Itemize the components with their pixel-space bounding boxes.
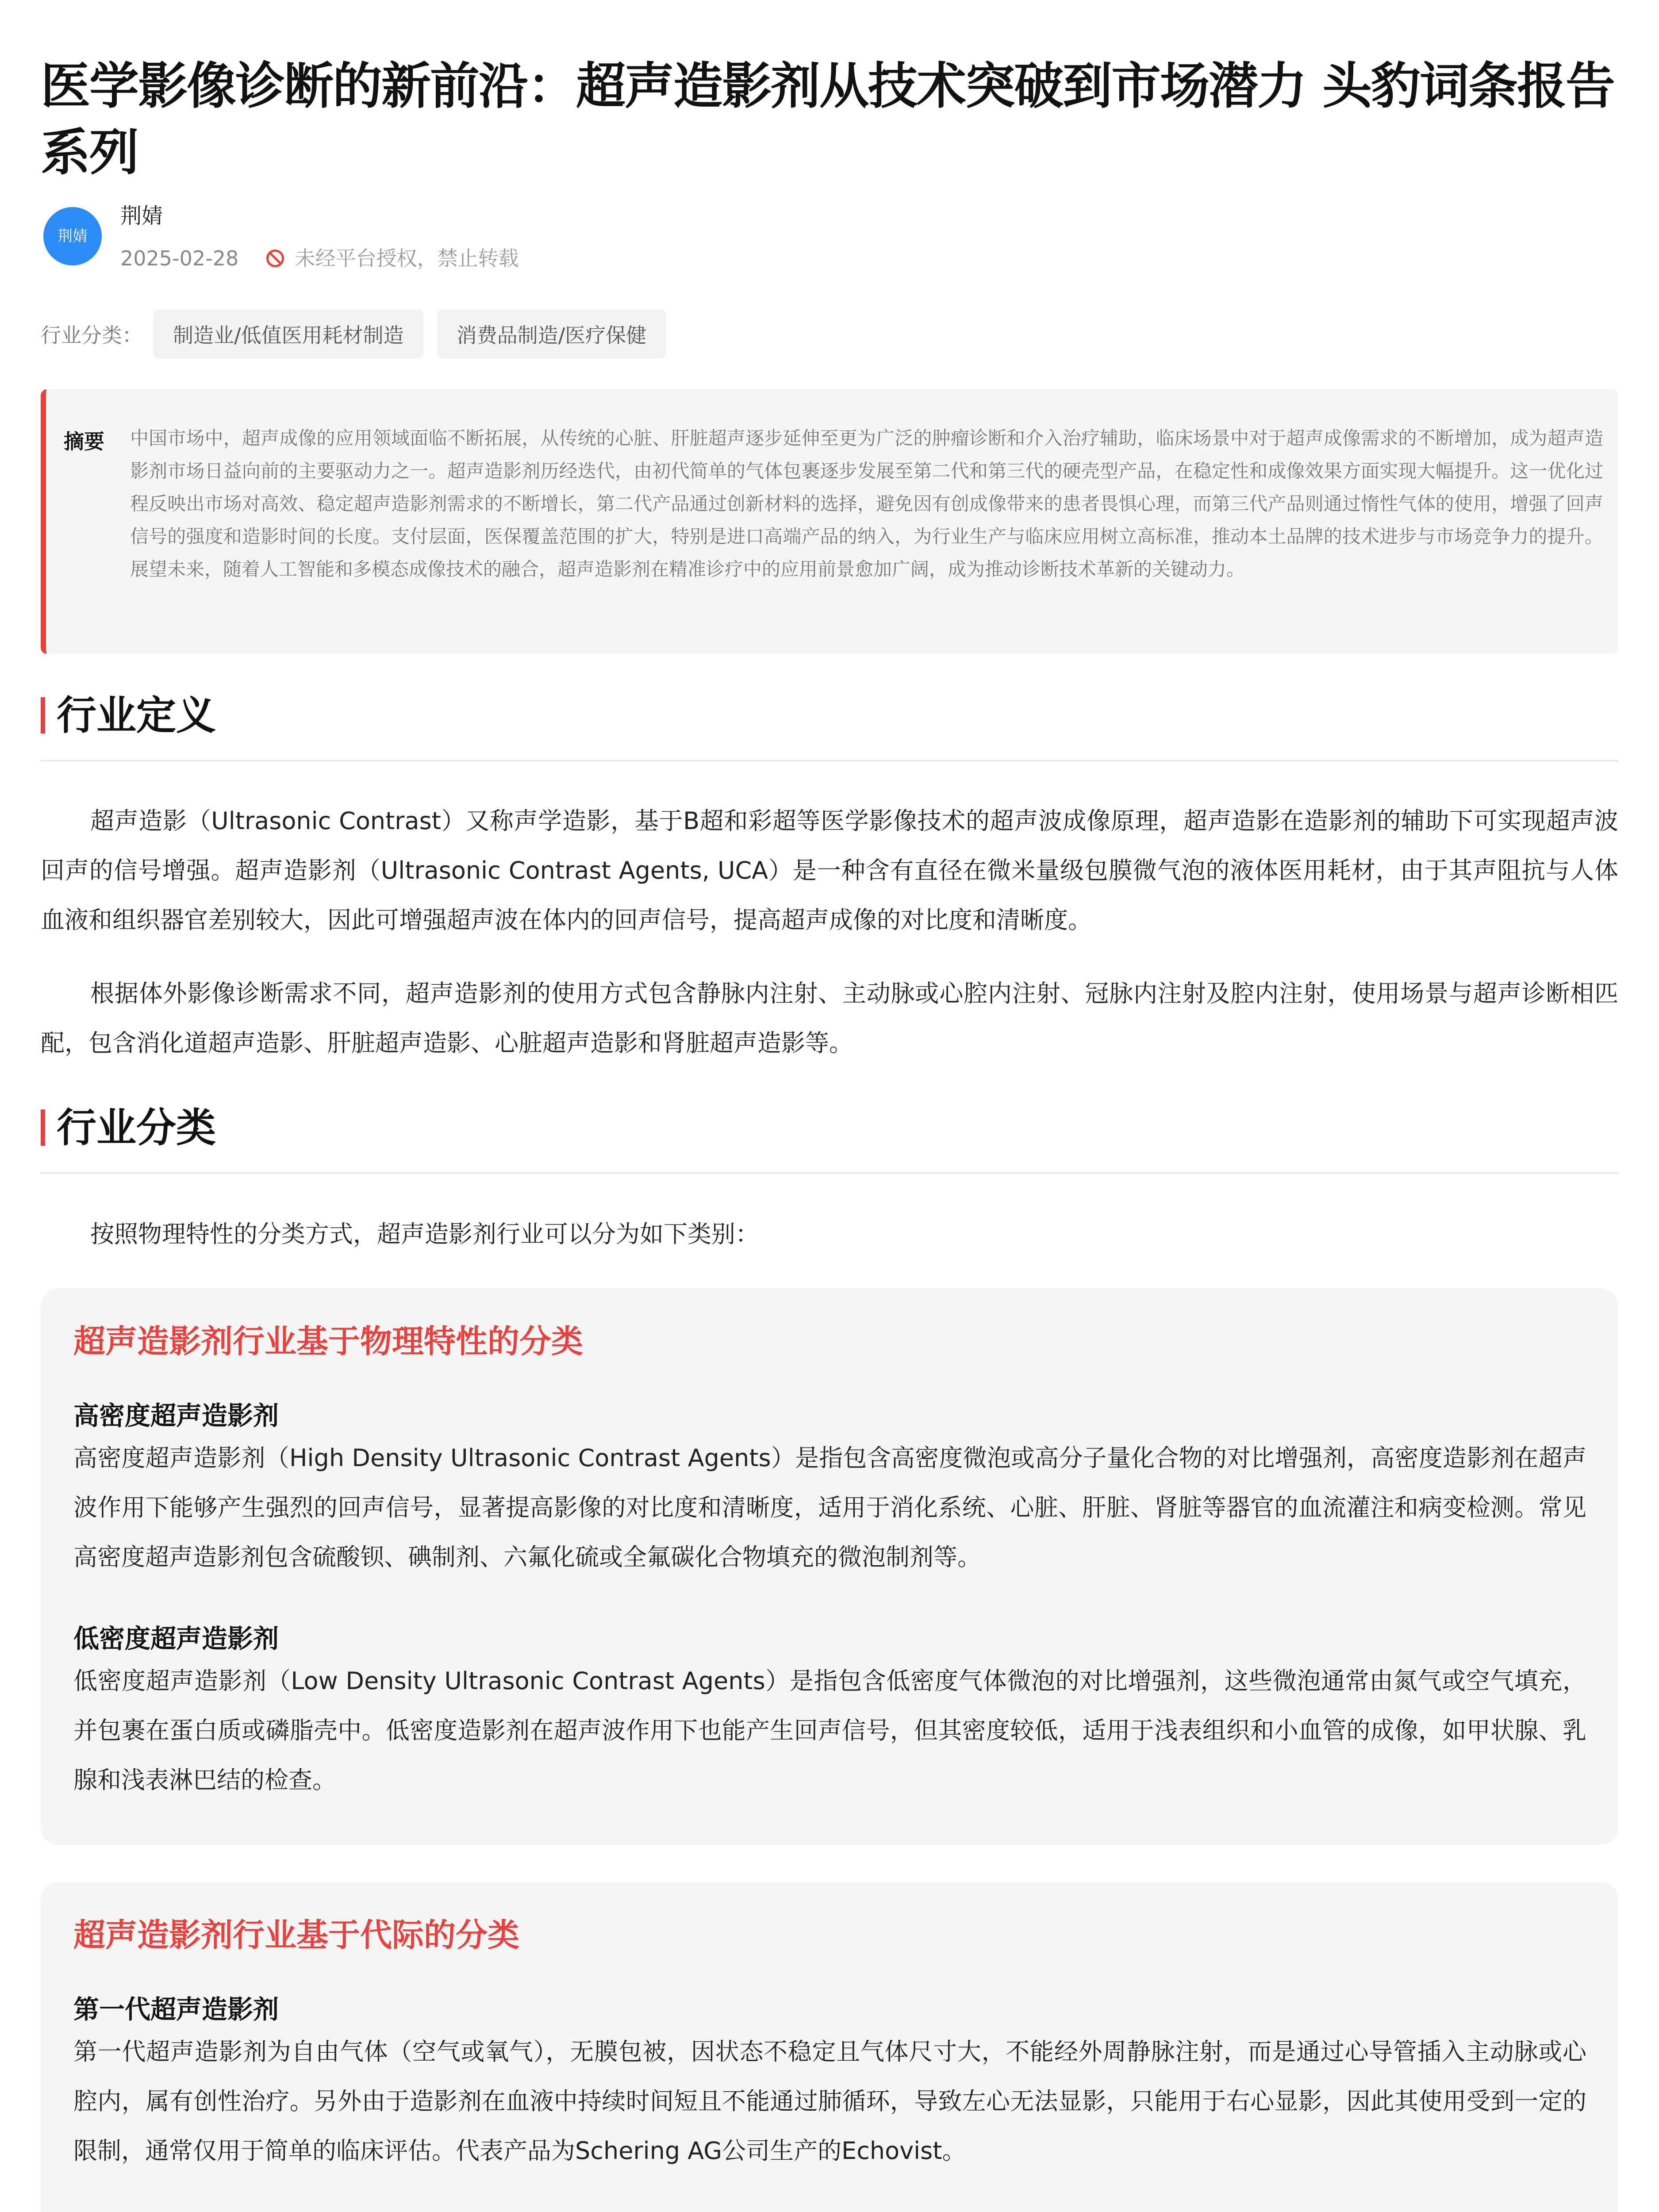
page-title: 医学影像诊断的新前沿：超声造影剂从技术突破到市场潜力 头豹词条报告系列 [41,58,1614,181]
section-title: 行业定义 [57,692,216,739]
industry-label: 行业分类： [41,323,142,347]
classification-card-physical [41,1288,1618,1845]
divider [41,1172,1618,1174]
item-title: 高密度超声造影剂 [73,1401,279,1431]
card-title: 超声造影剂行业基于代际的分类 [73,1916,520,1954]
item-title: 第一代超声造影剂 [73,1994,279,2024]
definition-paragraph-1: 超声造影（Ultrasonic Contrast）又称声学造影，基于B超和彩超等医学影像技术的超声波成像原理，超声造影在造影剂的辅助下可实现超声波回声的信号增强。超声造影剂（Ultrasonic Contrast Agents, UCA）是一种含有直径在微米量级包膜微气泡的液体医用耗材，由于其声阻抗与人体血液和组织器官差别较大，因此可增强超声波在体内的回声信号，提高超声成像的对比度和清晰度。 [41,807,1618,934]
copyright-notice: 未经平台授权，禁止转载 [295,246,519,270]
classification-card-generation [41,1882,1618,2212]
prohibited-icon [266,250,284,267]
item-text: 高密度超声造影剂（High Density Ultrasonic Contrast Agents）是指包含高密度微泡或高分子量化合物的对比增强剂，高密度造影剂在超声波作用下能够产生强烈的回声信号，显著提高影像的对比度和清晰度，适用于消化系统、心脏、肝脏、肾脏等器官的血流灌注和病变检测。常见高密度超声造影剂包含硫酸钡、碘制剂、六氟化硫或全氟碳化合物填充的微泡制剂等。 [73,1444,1586,1571]
summary-text: 中国市场中，超声成像的应用领域面临不断拓展，从传统的心脏、肝脏超声逐步延伸至更为广泛的肿瘤诊断和介入治疗辅助，临床场景中对于超声成像需求的不断增加，成为超声造影剂市场日益向前的主要驱动力之一。超声造影剂历经迭代，由初代简单的气体包裹逐步发展至第二代和第三代的硬壳型产品，在稳定性和成像效果方面实现大幅提升。这一优化过程反映出市场对高效、稳定超声造影剂需求的不断增长，第二代产品通过创新材料的选择，避免因有创成像带来的患者畏惧心理，而第三代产品则通过惰性气体的使用，增强了回声信号的强度和造影时间的长度。支付层面，医保覆盖范围的扩大，特别是进口高端产品的纳入，为行业生产与临床应用树立高标准，推动本土品牌的技术进步与市场竞争力的提升。展望未来，随着人工智能和多模态成像技术的融合，超声造影剂在精准诊疗中的应用前景愈加广阔，成为推动诊断技术革新的关键动力。 [130,427,1603,580]
avatar[interactable]: 荆婧 [43,207,102,265]
summary-label: 摘要 [64,430,104,453]
item-title: 低密度超声造影剂 [73,1624,279,1654]
heading-accent-bar [41,697,45,733]
author-name[interactable]: 荆婧 [120,204,163,228]
divider [41,760,1618,761]
classification-intro: 按照物理特性的分类方式，超声造影剂行业可以分为如下类别： [90,1220,759,1248]
publish-meta [120,245,519,272]
heading-accent-bar [41,1110,45,1146]
item-text: 第一代超声造影剂为自由气体（空气或氧气），无膜包被，因状态不稳定且气体尺寸大，不能经外周静脉注射，而是通过心导管插入主动脉或心腔内，属有创性治疗。另外由于造影剂在血液中持续时间短且不能通过肺循环，导致左心无法显影，只能用于右心显影，因此其使用受到一定的限制，通常仅用于简单的临床评估。代表产品为Schering AG公司生产的Echovist。 [73,2038,1586,2165]
item-text: 低密度超声造影剂（Low Density Ultrasonic Contrast Agents）是指包含低密度气体微泡的对比增强剂，这些微泡通常由氮气或空气填充，并包裹在蛋白质或磷脂壳中。低密度造影剂在超声波作用下也能产生回声信号，但其密度较低，适用于浅表组织和小血管的成像，如甲状腺、乳腺和浅表淋巴结的检查。 [73,1667,1586,1794]
publish-date: 2025-02-28 [120,246,239,270]
definition-paragraph-2: 根据体外影像诊断需求不同，超声造影剂的使用方式包含静脉内注射、主动脉或心腔内注射、冠脉内注射及腔内注射，使用场景与超声诊断相匹配，包含消化道超声造影、肝脏超声造影、心脏超声造影和肾脏超声造影等。 [41,979,1618,1057]
summary-box [41,389,1618,654]
section-title: 行业分类 [57,1105,216,1151]
industry-tag[interactable]: 消费品制造/医疗保健 [437,310,666,358]
card-title: 超声造影剂行业基于物理特性的分类 [73,1323,584,1360]
industry-tag[interactable]: 制造业/低值医用耗材制造 [154,310,423,358]
industry-classification [41,310,677,354]
author-info [41,203,1618,273]
